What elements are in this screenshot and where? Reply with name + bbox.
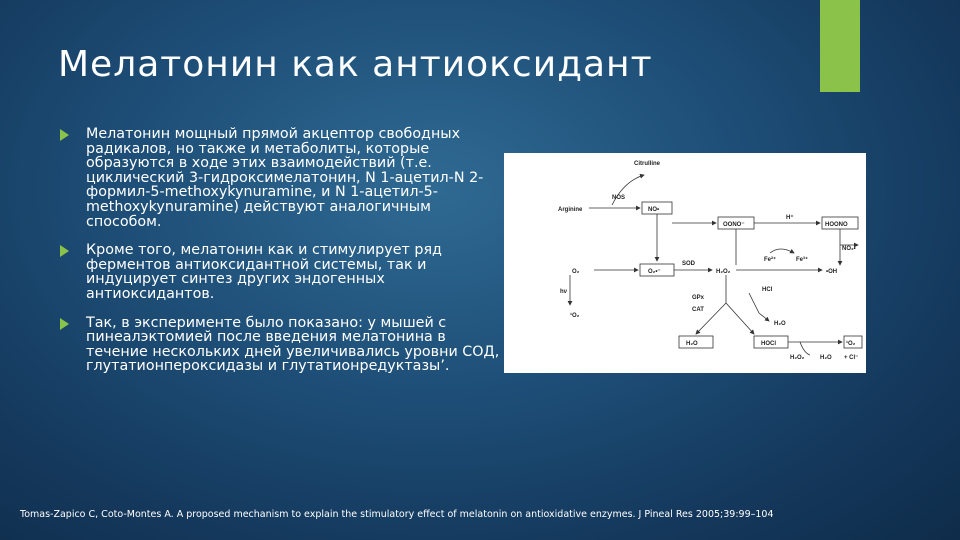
diagram-label: NO• [648,207,660,213]
diagram-label: ¹O₂ [846,341,856,347]
diagram-label: Arginine [558,207,583,213]
diagram-label: ¹O₂ [570,313,580,319]
reaction-diagram-svg [504,153,866,373]
diagram-label: H₂O [686,341,698,347]
diagram-label: Fe³⁺ [796,257,809,263]
diagram-label: NO₂• [842,246,856,252]
bullet-list [60,127,500,388]
diagram-label: GPx [692,295,705,301]
diagram-label: H₂O₂ [716,269,731,275]
diagram-label: HOCl [761,341,776,347]
diagram-label: H⁺ [786,215,794,221]
accent-bar [820,0,860,92]
diagram-label: NOS [612,195,626,201]
bullet-text: Так, в эксперименте было показано: у мышей с пинеалэктомией после введения мелатонина в течение нескольких дней увеличивались уровни СОД, глутатионпероксидазы и глутатионредуктазы’. [86,314,500,375]
bullet-arrow-icon [60,318,69,330]
bullet-item [60,127,500,229]
bullet-arrow-icon [60,245,69,257]
citation-footnote: Tomas-Zapico C, Coto-Montes A. A proposed mechanism to explain the stimulatory effect of melatonin on antioxidative enzymes. J Pineal Res 2005;39:99–104 [20,509,774,520]
diagram-label: HOONO [825,222,848,228]
diagram-label: •OH [826,269,838,275]
bullet-text: Кроме того, мелатонин как и стимулирует ряд ферментов антиоксидантной системы, так и индуцирует синтез других эндогенных антиоксидантов. [86,242,442,302]
diagram-label: HCl [762,287,773,293]
diagram-label: O₂•⁻ [648,269,661,275]
slide-title: Мелатонин как антиоксидант [58,44,653,85]
diagram-label: CAT [692,307,704,313]
diagram-label: + Cl⁻ [844,355,859,361]
diagram-label: H₂O [774,321,786,327]
bullet-arrow-icon [60,129,69,141]
diagram-label: Citrulline [634,161,661,167]
bullet-item [60,316,500,374]
reaction-diagram [504,153,866,373]
diagram-label: OONO⁻ [723,222,745,228]
diagram-label: H₂O [820,355,832,361]
bullet-text: Мелатонин мощный прямой акцептор свободных радикалов, но также и метаболиты, которые образуются в ходе этих взаимодействий (т.е. циклический 3-гидроксимелатонин, N 1-ацетил-N 2-формил-5-methoxykynuramine, и N 1-ацетил-5-methoxykynuramine) действуют аналогичным способом. [86,126,484,230]
bullet-item [60,243,500,301]
diagram-label: Fe²⁺ [764,257,777,263]
diagram-label: SOD [682,261,696,267]
diagram-label: O₂ [572,269,580,275]
diagram-label: H₂O₂ [790,355,805,361]
diagram-label: hν [560,289,568,295]
